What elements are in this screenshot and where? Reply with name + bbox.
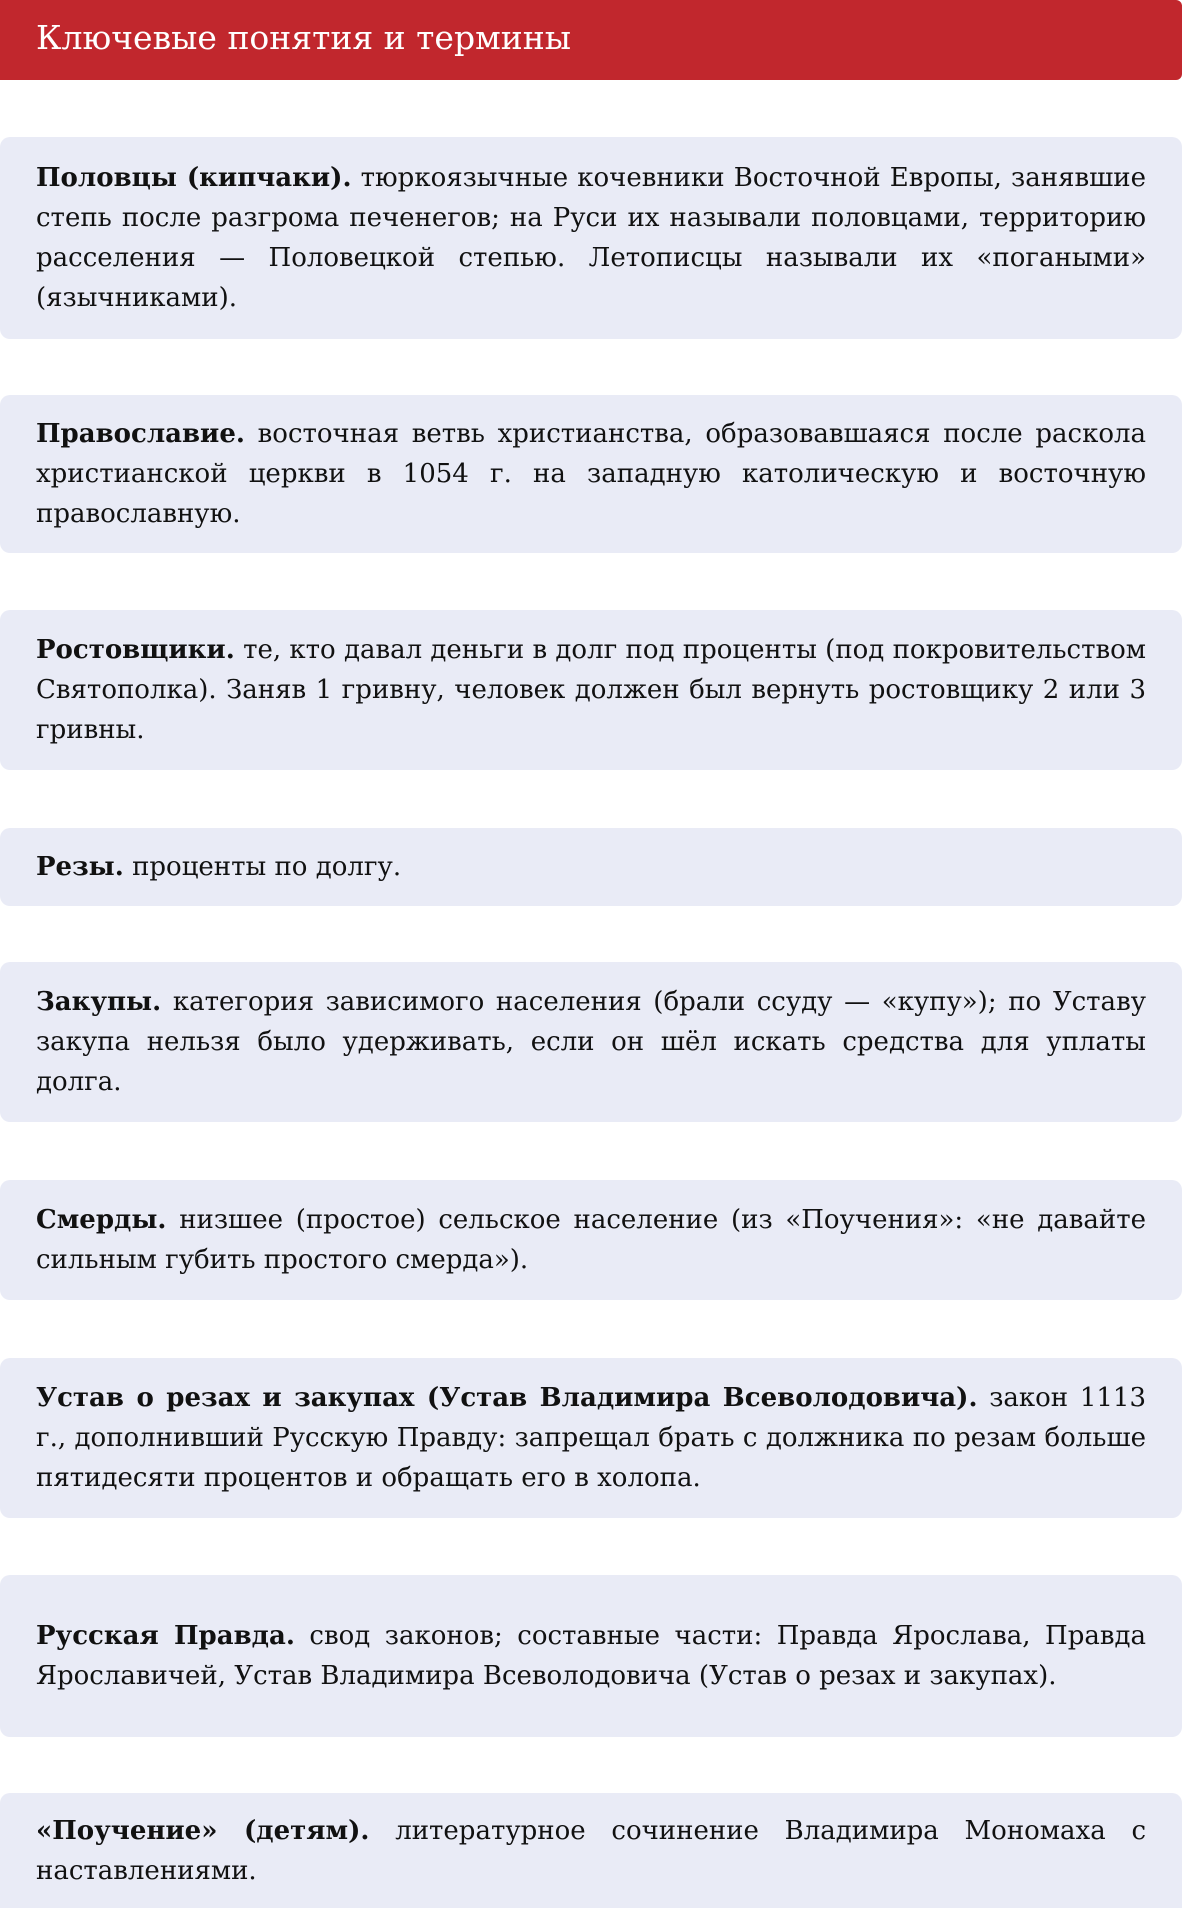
term-name: Резы. [36, 852, 124, 882]
term-card-rezy [0, 828, 1182, 906]
term-definition: закон 1113 г., дополнивший Русскую Правду: запрещал брать с должника по резам больше пятидесяти процентов и обращать его в холопа. [36, 1383, 1146, 1493]
term-card-russkaya-pravda [0, 1575, 1182, 1737]
term-entry [36, 414, 1146, 534]
term-definition: низшее (простое) сельское население (из «Поучения»: «не давайте сильным губить простого смерда»). [36, 1205, 1147, 1275]
term-definition: те, кто давал деньги в долг под проценты (под покровительством Святополка). Заняв 1 гривну, человек должен был вернуть ростовщику 2 или 3 гривны. [36, 635, 1146, 745]
term-card-zakupy [0, 962, 1182, 1122]
term-definition: свод законов; составные части: Правда Ярослава, Правда Ярославичей, Устав Владимира Всеволодовича (Устав о резах и закупах). [36, 1621, 1146, 1691]
term-name: Смерды. [36, 1205, 167, 1235]
term-name: Русская Правда. [36, 1621, 295, 1651]
term-card-smerdy [0, 1180, 1182, 1300]
term-definition: литературное сочинение Владимира Мономаха с наставлениями. [36, 1815, 1146, 1886]
term-name: Закупы. [36, 987, 162, 1017]
term-entry [36, 158, 1146, 318]
page-header [0, 0, 1182, 80]
term-entry [36, 847, 1146, 887]
term-name: Устав о резах и закупах (Устав Владимира Всеволодовича). [36, 1383, 978, 1413]
term-entry [36, 982, 1146, 1102]
term-entry [36, 1200, 1146, 1280]
term-name: Православие. [36, 419, 245, 449]
term-entry [36, 1811, 1146, 1891]
term-card-pravoslavie [0, 395, 1182, 553]
term-name: Ростовщики. [36, 635, 235, 665]
term-entry [36, 630, 1146, 750]
page-title: Ключевые понятия и термины [36, 18, 571, 57]
term-definition: тюркоязычные кочевники Восточной Европы, занявшие степь после разгрома печенегов; на Руси их называли половцами, территорию расселения — Половецкой степью. Летописцы называли их «погаными» (язычниками). [36, 163, 1146, 313]
term-definition: категория зависимого населения (брали ссуду — «купу»); по Уставу закупа нельзя было удерживать, если он шёл искать средства для уплаты долга. [36, 987, 1146, 1097]
term-card-rostovshchiki [0, 610, 1182, 770]
term-card-pouchenie [0, 1793, 1182, 1908]
term-name: «Поучение» (детям). [36, 1815, 370, 1846]
term-card-ustav [0, 1358, 1182, 1518]
term-definition: восточная ветвь христианства, образовавшаяся после раскола христианской церкви в 1054 г. на западную католическую и восточную православную. [36, 419, 1146, 529]
term-entry [36, 1616, 1146, 1696]
term-name: Половцы (кипчаки). [36, 163, 352, 193]
term-entry [36, 1378, 1146, 1498]
term-definition: проценты по долгу. [132, 852, 402, 882]
term-card-polovtsy [0, 137, 1182, 339]
